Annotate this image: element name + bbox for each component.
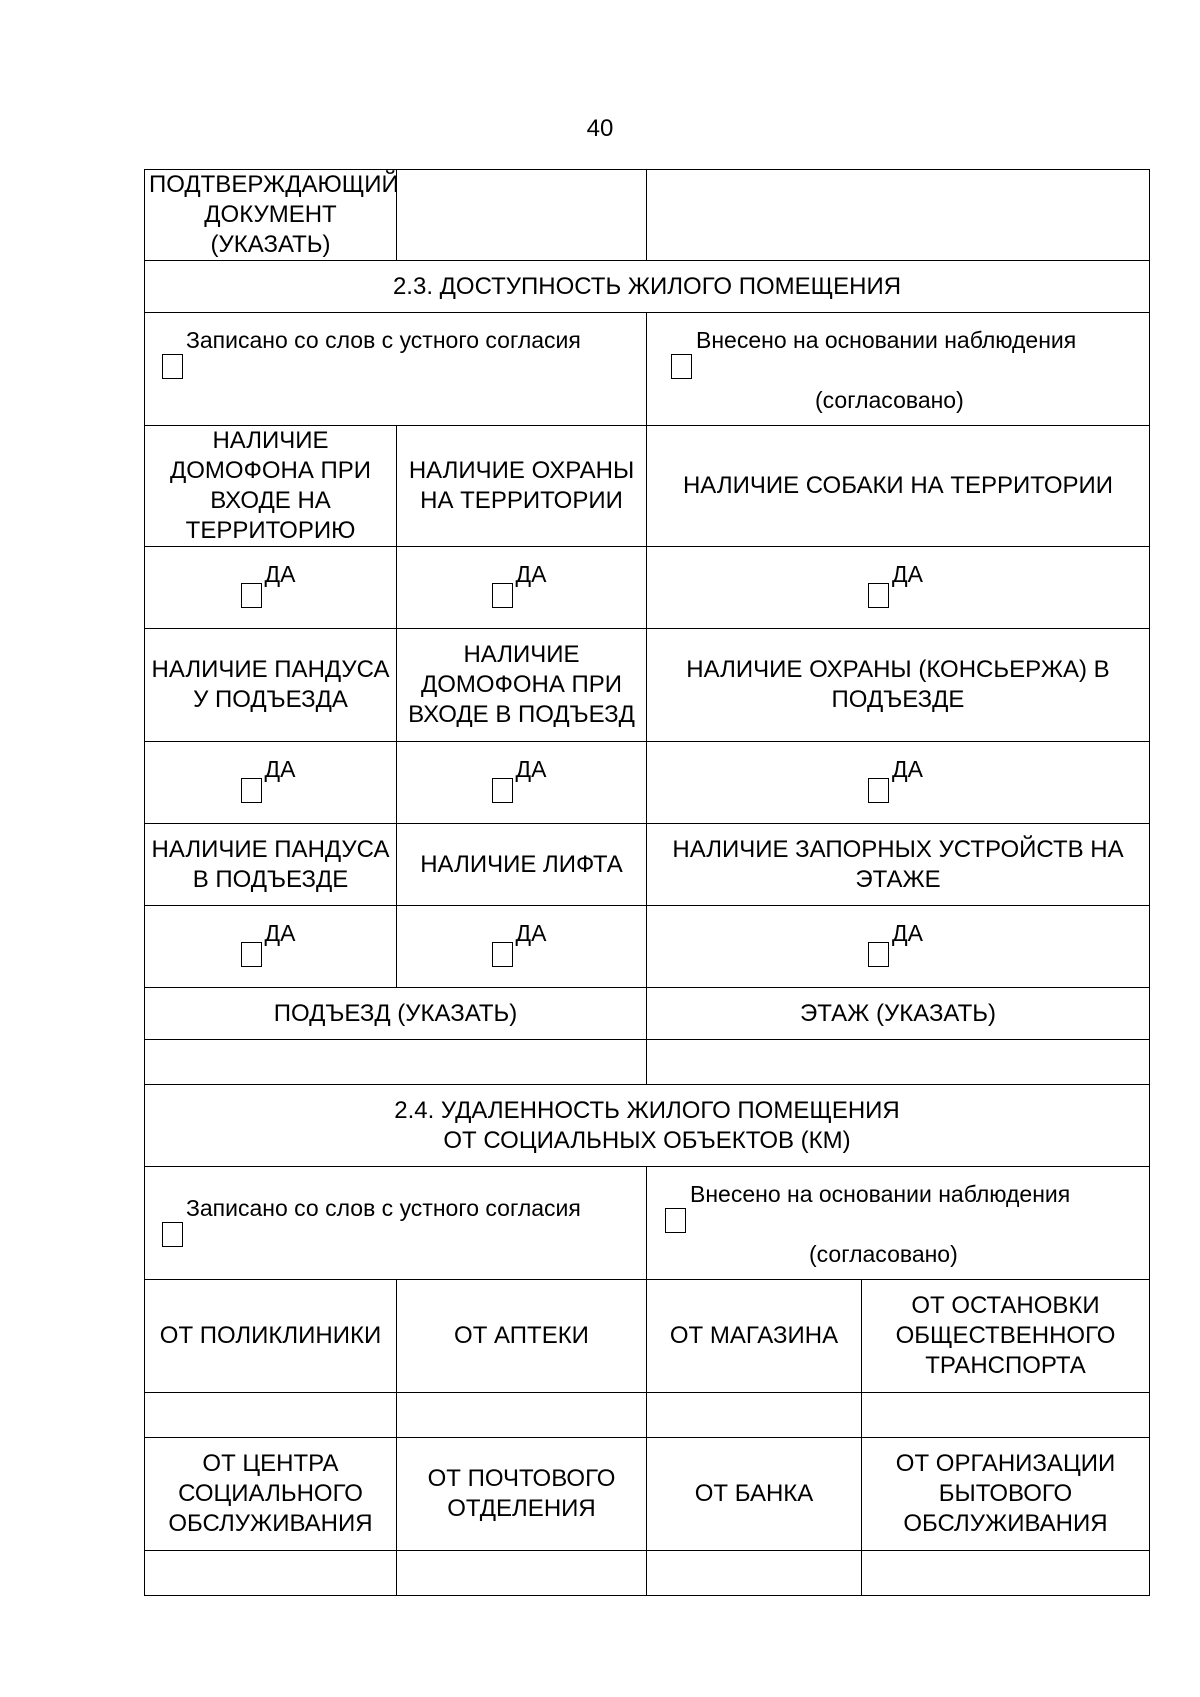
section-24-title-line-1: 2.4. УДАЛЕННОСТЬ ЖИЛОГО ПОМЕЩЕНИЯ bbox=[394, 1096, 900, 1124]
header-concierge-entrance: НАЛИЧИЕ ОХРАНЫ (КОНСЬЕРЖА) В ПОДЪЕЗДЕ bbox=[647, 629, 1150, 742]
document-row bbox=[145, 170, 1150, 261]
source-agreed-label: (согласовано) bbox=[809, 1241, 958, 1267]
yes-row-1 bbox=[145, 547, 1150, 629]
header-intercom-territory: НАЛИЧИЕ ДОМОФОНА ПРИ ВХОДЕ НА ТЕРРИТОРИЮ bbox=[145, 426, 397, 547]
document-label: ПОДТВЕРЖДАЮЩИЙ ДОКУМЕНТ (УКАЗАТЬ) bbox=[145, 170, 397, 261]
yes-cell bbox=[145, 906, 397, 988]
yes-cell bbox=[647, 547, 1150, 629]
section-23-source-row bbox=[145, 313, 1150, 426]
yes-checkbox[interactable] bbox=[241, 583, 262, 608]
form-table bbox=[144, 169, 1150, 1596]
page-number: 40 bbox=[586, 115, 614, 142]
value-transport-stop[interactable] bbox=[862, 1393, 1150, 1438]
source-observed-checkbox[interactable] bbox=[665, 1208, 686, 1233]
yes-label: ДА bbox=[892, 919, 923, 946]
document-value-cell-2[interactable] bbox=[647, 170, 1150, 261]
header-guard-territory: НАЛИЧИЕ ОХРАНЫ НА ТЕРРИТОРИИ bbox=[397, 426, 647, 547]
yes-label: ДА bbox=[892, 755, 923, 782]
source-oral-cell bbox=[145, 313, 647, 426]
yes-checkbox[interactable] bbox=[868, 583, 889, 608]
value-post-office[interactable] bbox=[397, 1551, 647, 1596]
section-23-title: 2.3. ДОСТУПНОСТЬ ЖИЛОГО ПОМЕЩЕНИЯ bbox=[145, 261, 1150, 313]
source-observed-label: Внесено на основании наблюдения bbox=[696, 327, 1077, 353]
yes-cell bbox=[397, 742, 647, 824]
value-bank[interactable] bbox=[647, 1551, 862, 1596]
source-oral-checkbox[interactable] bbox=[162, 354, 183, 379]
document-value-cell-1[interactable] bbox=[397, 170, 647, 261]
yes-cell bbox=[647, 742, 1150, 824]
header-ramp-entrance: НАЛИЧИЕ ПАНДУСА У ПОДЪЕЗДА bbox=[145, 629, 397, 742]
yes-checkbox[interactable] bbox=[492, 778, 513, 803]
value-clinic[interactable] bbox=[145, 1393, 397, 1438]
yes-checkbox[interactable] bbox=[241, 778, 262, 803]
section-23-headers-row-3 bbox=[145, 824, 1150, 906]
yes-label: ДА bbox=[515, 919, 547, 946]
yes-label: ДА bbox=[264, 560, 296, 587]
yes-checkbox[interactable] bbox=[241, 942, 262, 967]
source-oral-label: Записано со слов с устного согласия bbox=[186, 1195, 581, 1221]
section-24-values-row-1 bbox=[145, 1393, 1150, 1438]
header-elevator: НАЛИЧИЕ ЛИФТА bbox=[397, 824, 647, 906]
value-household-services[interactable] bbox=[862, 1551, 1150, 1596]
source-observed-checkbox[interactable] bbox=[671, 354, 692, 379]
yes-checkbox[interactable] bbox=[868, 942, 889, 967]
section-24-source-row bbox=[145, 1167, 1150, 1280]
entrance-value-cell[interactable] bbox=[145, 1040, 647, 1085]
section-24-title-row bbox=[145, 1085, 1150, 1167]
source-observed-cell bbox=[647, 313, 1150, 426]
yes-label: ДА bbox=[264, 755, 296, 782]
yes-cell bbox=[397, 906, 647, 988]
yes-label: ДА bbox=[892, 560, 923, 587]
yes-row-3 bbox=[145, 906, 1150, 988]
floor-label: ЭТАЖ (УКАЗАТЬ) bbox=[647, 988, 1150, 1040]
yes-cell bbox=[145, 742, 397, 824]
source-agreed-label: (согласовано) bbox=[815, 387, 964, 413]
floor-value-cell[interactable] bbox=[647, 1040, 1150, 1085]
section-24-title bbox=[145, 1085, 1150, 1167]
yes-label: ДА bbox=[515, 560, 547, 587]
yes-checkbox[interactable] bbox=[868, 778, 889, 803]
value-pharmacy[interactable] bbox=[397, 1393, 647, 1438]
yes-cell bbox=[397, 547, 647, 629]
source-oral-cell bbox=[145, 1167, 647, 1280]
header-clinic: ОТ ПОЛИКЛИНИКИ bbox=[145, 1280, 397, 1393]
source-observed-cell bbox=[647, 1167, 1150, 1280]
yes-checkbox[interactable] bbox=[492, 942, 513, 967]
section-24-headers-row-2 bbox=[145, 1438, 1150, 1551]
entrance-label: ПОДЪЕЗД (УКАЗАТЬ) bbox=[145, 988, 647, 1040]
section-23-title-row bbox=[145, 261, 1150, 313]
header-locking-devices: НАЛИЧИЕ ЗАПОРНЫХ УСТРОЙСТВ НА ЭТАЖЕ bbox=[647, 824, 1150, 906]
header-social-center: ОТ ЦЕНТРА СОЦИАЛЬНОГО ОБСЛУЖИВАНИЯ bbox=[145, 1438, 397, 1551]
section-23-headers-row-1 bbox=[145, 426, 1150, 547]
yes-label: ДА bbox=[264, 919, 296, 946]
yes-checkbox[interactable] bbox=[492, 583, 513, 608]
header-bank: ОТ БАНКА bbox=[647, 1438, 862, 1551]
yes-label: ДА bbox=[515, 755, 547, 782]
source-observed-label: Внесено на основании наблюдения bbox=[690, 1181, 1071, 1207]
value-social-center[interactable] bbox=[145, 1551, 397, 1596]
header-dog-territory: НАЛИЧИЕ СОБАКИ НА ТЕРРИТОРИИ bbox=[647, 426, 1150, 547]
section-23-headers-row-2 bbox=[145, 629, 1150, 742]
source-oral-checkbox[interactable] bbox=[162, 1222, 183, 1247]
value-store[interactable] bbox=[647, 1393, 862, 1438]
yes-row-2 bbox=[145, 742, 1150, 824]
source-oral-label: Записано со слов с устного согласия bbox=[186, 327, 581, 353]
section-24-headers-row-1 bbox=[145, 1280, 1150, 1393]
yes-cell bbox=[145, 547, 397, 629]
section-24-values-row-2 bbox=[145, 1551, 1150, 1596]
header-transport-stop: ОТ ОСТАНОВКИ ОБЩЕСТВЕННОГО ТРАНСПОРТА bbox=[862, 1280, 1150, 1393]
entrance-floor-value-row bbox=[145, 1040, 1150, 1085]
header-post-office: ОТ ПОЧТОВОГО ОТДЕЛЕНИЯ bbox=[397, 1438, 647, 1551]
header-intercom-entrance: НАЛИЧИЕ ДОМОФОНА ПРИ ВХОДЕ В ПОДЪЕЗД bbox=[397, 629, 647, 742]
entrance-floor-label-row bbox=[145, 988, 1150, 1040]
header-ramp-inside: НАЛИЧИЕ ПАНДУСА В ПОДЪЕЗДЕ bbox=[145, 824, 397, 906]
header-household-services: ОТ ОРГАНИЗАЦИИ БЫТОВОГО ОБСЛУЖИВАНИЯ bbox=[862, 1438, 1150, 1551]
header-pharmacy: ОТ АПТЕКИ bbox=[397, 1280, 647, 1393]
section-24-title-line-2: ОТ СОЦИАЛЬНЫХ ОБЪЕКТОВ (КМ) bbox=[443, 1126, 851, 1154]
yes-cell bbox=[647, 906, 1150, 988]
header-store: ОТ МАГАЗИНА bbox=[647, 1280, 862, 1393]
